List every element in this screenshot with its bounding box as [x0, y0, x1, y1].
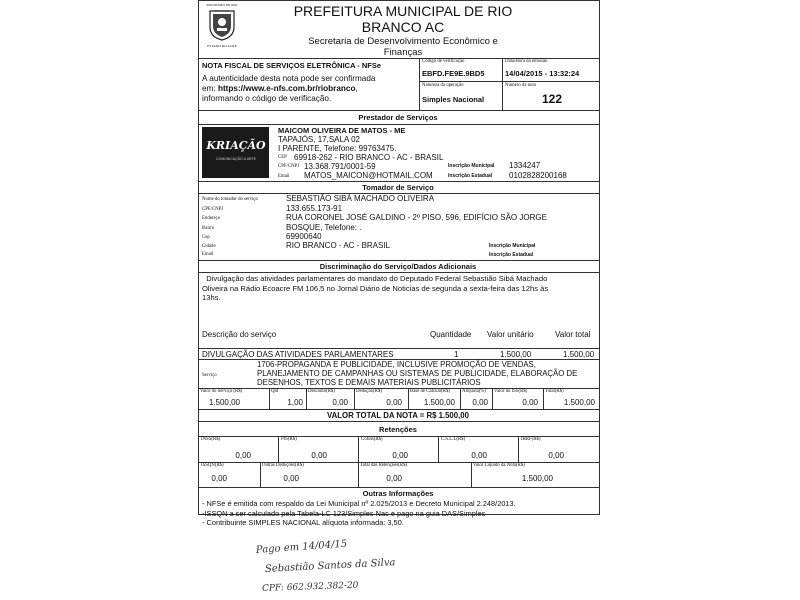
coat-of-arms-icon [208, 9, 236, 41]
verif-label: Código de verificação [422, 59, 465, 64]
tomador-bairro-label: Bairro [202, 226, 215, 231]
col-qtd-header: Quantidade [430, 330, 472, 339]
prestador-im-label: Inscrição Municipal [448, 163, 495, 169]
discriminacao-line2: Oliveira na Rádio Ecoacre FM 106,5 no Jornal Diário de Noticias de segunda a sexta-feira das 12hs às [202, 283, 549, 293]
date-label: Data/Hora da emissão [505, 59, 548, 64]
tomador-cpf-label: CPF/CNPJ [202, 207, 224, 212]
qtd-value: 1,00 [287, 398, 303, 407]
descontos-value: 0,00 [332, 398, 348, 407]
tomador-email-label: Email [202, 252, 214, 257]
header-subtitle-line2: Finanças [383, 47, 423, 58]
col-unit-header: Valor unitário [487, 330, 534, 339]
tomador-im-label: Inscrição Municipal [489, 243, 536, 249]
outras-line1: - NFSe é emitida com respaldo da Lei Municipal nº 2.025/2013 e Decreto Municipal 2.248/2013. [202, 499, 516, 508]
tomador-cidade-label: Cidade [202, 244, 216, 249]
descontos-label: Desconto(R$) [308, 389, 335, 394]
tomador-cidade-value: RIO BRANCO - AC - BRASIL [286, 241, 391, 250]
tomador-name-label: Nome do tomador do serviço [202, 197, 258, 202]
valor-servicos-value: 1.500,00 [208, 398, 240, 407]
total-label: Total(R$) [545, 389, 564, 394]
number-label: Número da nota [505, 83, 536, 88]
company-logo-sub: COMUNICAÇÃO & ARTE [216, 157, 256, 161]
nfse-document [198, 0, 600, 527]
issqn-label: ISSQN(R$) [201, 463, 224, 468]
valor-liquido-label: Valor Líquido da Nota(R$) [473, 463, 525, 468]
auth-line2-prefix: em: [202, 84, 218, 93]
servico-text [257, 360, 597, 388]
header-subtitle [258, 36, 548, 58]
iss-label: Valor do ISS(R$) [494, 389, 528, 394]
pis-value: 0,00 [311, 451, 327, 460]
servico-line1: 1706-PROPAGANDA E PUBLICIDADE, INCLUSIVE PROMOÇÃO DE VENDAS, [257, 360, 536, 369]
irrf-value: 0,00 [548, 451, 564, 460]
tomador-addr-value: RUA CORONEL JOSÉ GALDINO - 2º PISO, 596, EDIFÍCIO SÃO JORGE [286, 213, 547, 222]
valor-servicos-label: Valor do Serviço (R$) [200, 389, 243, 394]
prestador-ie-value: 0102828200168 [509, 171, 567, 180]
company-logo-text: KRIAÇÃO [206, 139, 266, 152]
outras-deducoes-label: Outras Deduções(R$) [262, 463, 304, 468]
tomador-cpf-value: 133.655.173-91 [286, 204, 343, 213]
nfse-auth-text [202, 74, 417, 104]
header-title-line2: BRANCO AC [361, 19, 445, 35]
number-value: 122 [542, 92, 563, 106]
handwritten-paid-note: Pago em 14/04/15 [255, 538, 348, 556]
prestador-ie-label: Inscrição Estadual [448, 173, 493, 179]
verif-value: EBFD.FE9E.9BD5 [422, 69, 485, 78]
issqn-value: 0,00 [211, 474, 227, 483]
qtd-label: Qtd [271, 389, 279, 394]
iss-value: 0,00 [522, 398, 538, 407]
servico-line2: PLANEJAMENTO DE CAMPANHAS OU SISTEMAS DE PUBLICIDADE, ELABORAÇÃO DE [257, 369, 578, 379]
nature-label: Natureza da operação [422, 83, 464, 88]
item-total: 1.500,00 [563, 350, 595, 359]
handwritten-signature: Sebastião Santos da Silva [264, 557, 396, 575]
outras-line3: - Contribuinte SIMPLES NACIONAL alíquota informada: 3,50. [202, 518, 404, 527]
tomador-section-title: Tomador de Serviço [362, 183, 434, 192]
valor-total-nota: VALOR TOTAL DA NOTA = R$ 1.500,00 [327, 411, 469, 420]
total-value: 1.500,00 [563, 398, 595, 407]
outras-line2: -ISSQN a ser calculado pela Tabela-LC 123/Simples Nac e pago na guia DAS/Simples [202, 508, 486, 518]
handwritten-cpf: CPF: 662.932.382-20 [261, 580, 359, 594]
nfse-heading: NOTA FISCAL DE SERVIÇOS ELETRÔNICA - NFSe [202, 61, 382, 70]
prestador-addr1: TAPAJÓS, 17,SALA 02 [278, 135, 360, 144]
inss-value: 0,00 [235, 451, 251, 460]
date-value: 14/04/2015 - 13:32:24 [505, 69, 580, 78]
prestador-cpf-value: 13.368.791/0001-59 [304, 162, 376, 171]
auth-line2 [202, 84, 417, 94]
outras-text [202, 499, 598, 528]
outras-deducoes-value: 0,00 [283, 474, 299, 483]
prestador-name: MAICOM OLIVEIRA DE MATOS - ME [278, 126, 406, 135]
pis-label: PIS(R$) [281, 437, 297, 442]
prestador-addr2: I PARENTE, Telefone: 99763475. [278, 144, 397, 153]
deducao-value: 0,00 [386, 398, 402, 407]
aliquota-value: 0,00 [472, 398, 488, 407]
base-value: 1.500,00 [423, 398, 455, 407]
deducao-label: Dedução(R$) [356, 389, 382, 394]
prestador-cep-label: CEP [278, 155, 287, 160]
prestador-email-label: Email [278, 174, 290, 179]
header-title-line1: PREFEITURA MUNICIPAL DE RIO [293, 3, 513, 19]
prestador-cpf-label: CPF/CNPJ [278, 164, 300, 169]
municipal-seal [202, 3, 242, 51]
auth-line1: A autenticidade desta nota pode ser confirmada [202, 74, 376, 83]
prestador-cep-value: 69918-262 - RIO BRANCO - AC - BRASIL [294, 153, 444, 162]
item-desc: DIVULGAÇÃO DAS ATIVIDADES PARLAMENTARES [202, 350, 394, 359]
item-qtd: 1 [454, 350, 459, 359]
seal-text-bottom: ESTADO DO ACRE [207, 44, 237, 48]
outras-section-title: Outras Informações [362, 489, 434, 498]
company-logo [202, 127, 269, 178]
discriminacao-line3: 13hs. [202, 293, 221, 302]
auth-line3: informando o código de verificação. [202, 94, 332, 103]
auth-line2-suffix: , [355, 84, 358, 93]
inss-label: INSS(R$) [201, 437, 221, 442]
cofins-label: Cofins(R$) [361, 437, 383, 442]
seal-text-top: MUNICIPIO DE RIO [206, 3, 238, 7]
valor-liquido-value: 1.500,00 [521, 474, 553, 483]
base-label: Base de Cálculo(R$) [410, 389, 450, 394]
tomador-name-value: SEBASTIÃO SIBÁ MACHADO OLIVEIRA [286, 194, 435, 203]
tomador-ie-label: Inscrição Estadual [489, 252, 534, 258]
prestador-email-value: MATOS_MAICON@HOTMAIL.COM [304, 171, 433, 180]
prestador-section-title: Prestador de Serviços [358, 113, 438, 122]
csll-label: C.S.L.L(R$) [441, 437, 466, 442]
tomador-cep-label: Cep [202, 235, 210, 240]
prestador-im-value: 1334247 [509, 161, 541, 170]
servico-line3: DESENHOS, TEXTOS E DEMAIS MATERIAIS PUBLICITÁRIOS [257, 378, 481, 388]
header-subtitle-line1: Secretaria de Desenvolvimento Econômico e [308, 36, 498, 47]
nature-value: Simples Nacional [422, 95, 485, 104]
item-unit: 1.500,00 [500, 350, 532, 359]
total-retencoes-label: Total das Retenções(R$) [360, 463, 408, 468]
csll-value: 0,00 [471, 451, 487, 460]
servico-label: Serviço [202, 373, 217, 378]
discriminacao-line1: Divulgação das atividades parlamentares do mandato do Deputado Federal Sebastião Sibá Machado [202, 274, 548, 283]
discriminacao-section-title: Discriminação do Serviço/Dados Adicionais [319, 262, 477, 271]
tomador-addr-label: Endereço [202, 216, 221, 221]
auth-url-link[interactable]: https://www.e-nfs.com.br/riobranco [217, 84, 356, 93]
total-retencoes-value: 0,00 [386, 474, 402, 483]
retencoes-section-title: Retenções [379, 425, 417, 434]
tomador-cep-value: 69900640 [286, 232, 322, 241]
aliquota-label: Alíquota(%) [462, 389, 486, 394]
col-desc-header: Descrição do serviço [202, 330, 277, 339]
cofins-value: 0,00 [392, 451, 408, 460]
irrf-label: IRRF(R$) [521, 437, 541, 442]
discriminacao-text [202, 274, 598, 303]
col-total-header: Valor total [555, 330, 591, 339]
header-title [258, 3, 548, 35]
tomador-bairro-value: BOSQUE, Telefone: . [286, 223, 362, 232]
